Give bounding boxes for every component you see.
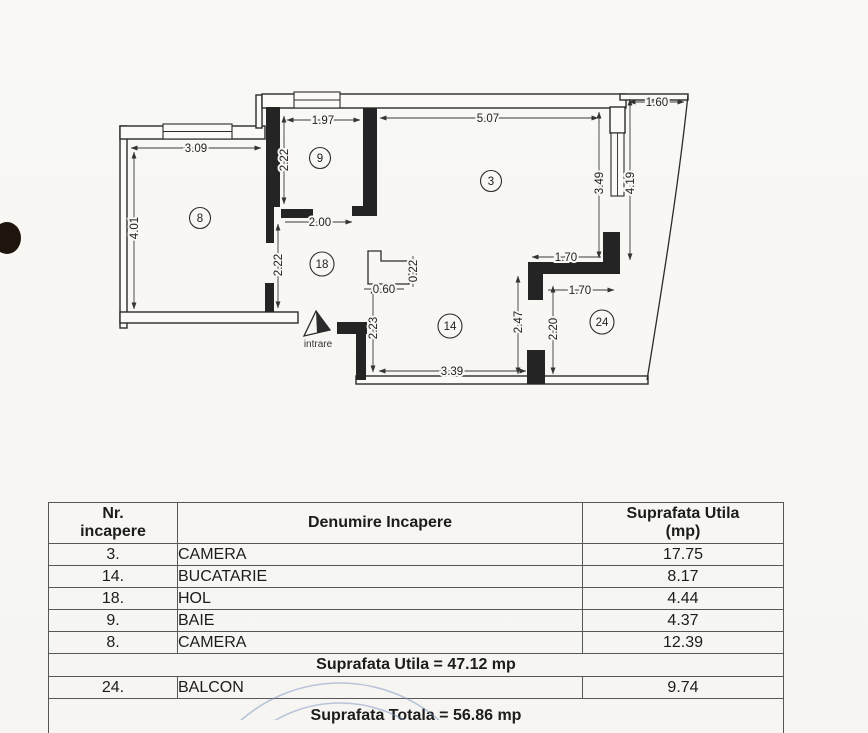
dim-room8-height xyxy=(129,152,141,309)
dim-room9-width xyxy=(287,115,360,127)
dim-shaft-depth xyxy=(408,256,420,287)
dim-room9-height xyxy=(279,116,291,204)
cell-area: 4.37 xyxy=(583,610,784,632)
table-row xyxy=(49,544,784,566)
cell-area: 8.17 xyxy=(583,566,784,588)
header-name: Denumire Incapere xyxy=(178,503,583,544)
svg-text:3: 3 xyxy=(488,176,494,188)
dim-balcony-right-height xyxy=(625,99,637,260)
svg-text:intrare: intrare xyxy=(304,339,333,350)
svg-text:2.23: 2.23 xyxy=(368,317,380,339)
subtotal-cell: Suprafata Utila = 47.12 mp xyxy=(49,654,784,677)
cell-nr: 8. xyxy=(49,632,178,654)
room-label-14 xyxy=(438,314,462,338)
cell-nr: 24. xyxy=(49,677,178,699)
svg-text:24: 24 xyxy=(596,317,609,329)
svg-text:3.49: 3.49 xyxy=(594,172,606,194)
subtotal-row xyxy=(49,654,784,677)
table-row xyxy=(49,588,784,610)
svg-text:4.01: 4.01 xyxy=(129,217,141,239)
entrance-marker xyxy=(304,311,333,350)
cell-area: 17.75 xyxy=(583,544,784,566)
cell-name: BUCATARIE xyxy=(178,566,583,588)
dim-room8-width xyxy=(131,143,261,155)
room-label-9 xyxy=(310,148,331,169)
cell-name: BALCON xyxy=(178,677,583,699)
window-room3 xyxy=(611,133,624,196)
dim-hall-height xyxy=(273,224,285,308)
svg-text:0.60: 0.60 xyxy=(373,284,395,296)
table-row-balcony xyxy=(49,677,784,699)
total-row xyxy=(49,699,784,733)
svg-text:1.70: 1.70 xyxy=(569,285,591,297)
entrance-arrow-fill xyxy=(316,311,330,333)
svg-text:1.70: 1.70 xyxy=(555,252,577,264)
balcony-curved-edge xyxy=(647,95,688,380)
header-area: Suprafata Utila (mp) xyxy=(583,503,784,544)
cell-area: 4.44 xyxy=(583,588,784,610)
svg-text:1.60: 1.60 xyxy=(646,97,668,109)
cell-name: BAIE xyxy=(178,610,583,632)
svg-text:2.22: 2.22 xyxy=(279,149,291,171)
table-row xyxy=(49,632,784,654)
cell-area: 12.39 xyxy=(583,632,784,654)
table-row xyxy=(49,610,784,632)
total-cell: Suprafata Totala = 56.86 mp xyxy=(49,699,784,733)
dim-hall-width xyxy=(285,217,352,229)
cell-nr: 9. xyxy=(49,610,178,632)
room-labels xyxy=(190,148,615,339)
dim-shaft-width xyxy=(364,284,404,296)
room-label-18 xyxy=(310,252,334,276)
dim-balcony-lower-width xyxy=(548,285,614,297)
svg-text:14: 14 xyxy=(444,321,457,333)
cell-nr: 3. xyxy=(49,544,178,566)
area-table xyxy=(48,502,784,733)
room-label-24 xyxy=(590,310,614,334)
svg-text:18: 18 xyxy=(316,259,329,271)
svg-text:2.22: 2.22 xyxy=(273,254,285,276)
cell-name: CAMERA xyxy=(178,632,583,654)
room-label-3 xyxy=(481,171,502,192)
table-header-row xyxy=(49,503,784,544)
cell-nr: 14. xyxy=(49,566,178,588)
svg-text:2.47: 2.47 xyxy=(513,311,525,333)
dim-room3-width xyxy=(380,113,598,125)
dim-kitchen-right-height xyxy=(513,276,525,374)
scan-blob xyxy=(0,222,21,254)
vent-shaft xyxy=(368,251,409,284)
svg-text:2.20: 2.20 xyxy=(548,318,560,340)
cell-name: HOL xyxy=(178,588,583,610)
window-room8 xyxy=(163,124,232,139)
dim-balcony-left-height xyxy=(548,286,560,374)
svg-text:1.97: 1.97 xyxy=(312,115,334,127)
svg-text:8: 8 xyxy=(197,213,203,225)
cell-nr: 18. xyxy=(49,588,178,610)
cell-name: CAMERA xyxy=(178,544,583,566)
svg-text:0.22: 0.22 xyxy=(408,260,420,282)
window-room9 xyxy=(294,92,340,108)
header-nr: Nr. incapere xyxy=(49,503,178,544)
svg-text:3.09: 3.09 xyxy=(185,143,207,155)
cell-area: 9.74 xyxy=(583,677,784,699)
svg-text:3.39: 3.39 xyxy=(441,366,463,378)
dim-kitchen-left-height xyxy=(368,287,380,372)
svg-text:5.07: 5.07 xyxy=(477,113,499,125)
svg-text:2.00: 2.00 xyxy=(309,217,331,229)
room-label-8 xyxy=(190,208,211,229)
svg-text:9: 9 xyxy=(317,153,323,165)
table-row xyxy=(49,566,784,588)
svg-text:4.19: 4.19 xyxy=(625,172,637,194)
